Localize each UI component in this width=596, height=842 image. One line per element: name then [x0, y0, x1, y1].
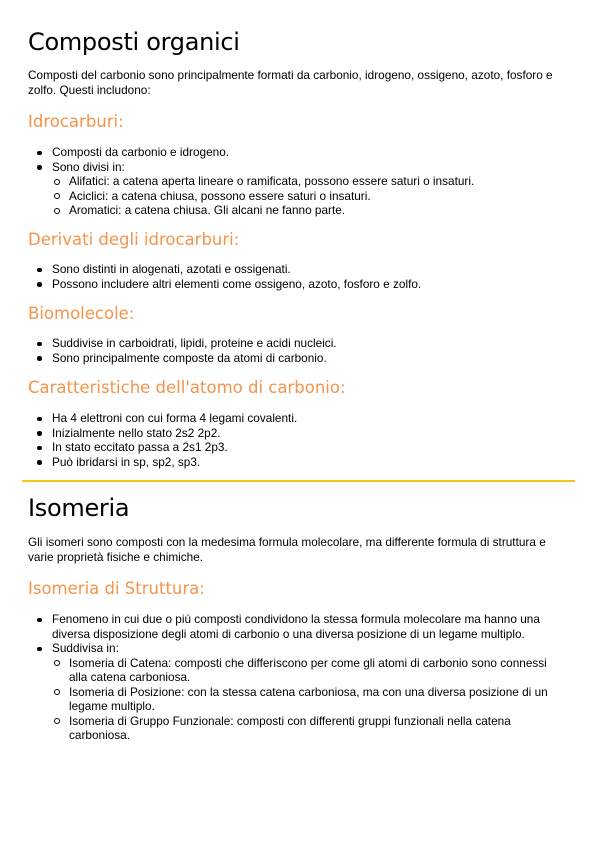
heading-carbonio: Caratteristiche dell'atomo di carbonio:	[28, 378, 346, 397]
sublist-item: Isomeria di Gruppo Funzionale: composti con differenti gruppi funzionali nella catena carboniosa.	[52, 714, 566, 743]
heading-idrocarburi: Idrocarburi:	[28, 112, 124, 131]
list-item: In stato eccitato passa a 2s1 2p3.	[36, 440, 566, 455]
list-isomeria-struttura	[36, 612, 566, 743]
list-item: Può ibridarsi in sp, sp2, sp3.	[36, 455, 566, 470]
heading-isomeria-struttura: Isomeria di Struttura:	[28, 579, 205, 598]
section-divider	[22, 480, 575, 482]
list-biomolecole	[36, 336, 566, 365]
sublist-item: Alifatici: a catena aperta lineare o ramificata, possono essere saturi o insaturi.	[52, 174, 566, 189]
sublist-item: Isomeria di Catena: composti che differiscono per come gli atomi di carbonio sono connessi alla catena carboniosa.	[52, 656, 566, 685]
list-item: Suddivise in carboidrati, lipidi, proteine e acidi nucleici.	[36, 336, 566, 351]
list-item: Sono principalmente composte da atomi di carbonio.	[36, 351, 566, 366]
intro-isomeria: Gli isomeri sono composti con la medesima formula molecolare, ma differente formula di struttura e varie proprietà fisiche e chimiche.	[28, 535, 546, 564]
list-item: Possono includere altri elementi come ossigeno, azoto, fosforo e zolfo.	[36, 277, 566, 292]
list-carbonio	[36, 411, 566, 469]
title-composti-organici: Composti organici	[28, 28, 240, 56]
list-derivati	[36, 262, 566, 291]
sublist-item: Aciclici: a catena chiusa, possono essere saturi o insaturi.	[52, 189, 566, 204]
list-item-label: Suddivisa in:	[52, 641, 119, 655]
list-item-label: Sono divisi in:	[52, 159, 125, 174]
list-item-with-sublist	[36, 160, 566, 218]
heading-biomolecole: Biomolecole:	[28, 304, 135, 323]
list-item: Ha 4 elettroni con cui forma 4 legami covalenti.	[36, 411, 566, 426]
sublist-idrocarburi	[52, 174, 566, 218]
sublist-item: Aromatici: a catena chiusa. Gli alcani ne fanno parte.	[52, 203, 566, 218]
sublist-item: Isomeria di Posizione: con la stessa catena carboniosa, ma con una diversa posizione di un legame multiplo.	[52, 685, 566, 714]
list-idrocarburi	[36, 145, 566, 218]
list-item: Sono distinti in alogenati, azotati e ossigenati.	[36, 262, 566, 277]
list-item: Inizialmente nello stato 2s2 2p2.	[36, 426, 566, 441]
intro-composti: Composti del carbonio sono principalmente formati da carbonio, idrogeno, ossigeno, azoto, fosforo e zolfo. Questi includono:	[28, 68, 553, 97]
list-item-with-sublist	[36, 641, 566, 743]
title-isomeria: Isomeria	[28, 494, 130, 522]
sublist-isomeria	[52, 656, 566, 743]
heading-derivati: Derivati degli idrocarburi:	[28, 230, 240, 249]
list-item: Composti da carbonio e idrogeno.	[36, 145, 566, 160]
list-item: Fenomeno in cui due o più composti condividono la stessa formula molecolare ma hanno una diversa disposizione degli atomi di carbonio o una diversa posizione di un legame multiplo.	[36, 612, 566, 641]
